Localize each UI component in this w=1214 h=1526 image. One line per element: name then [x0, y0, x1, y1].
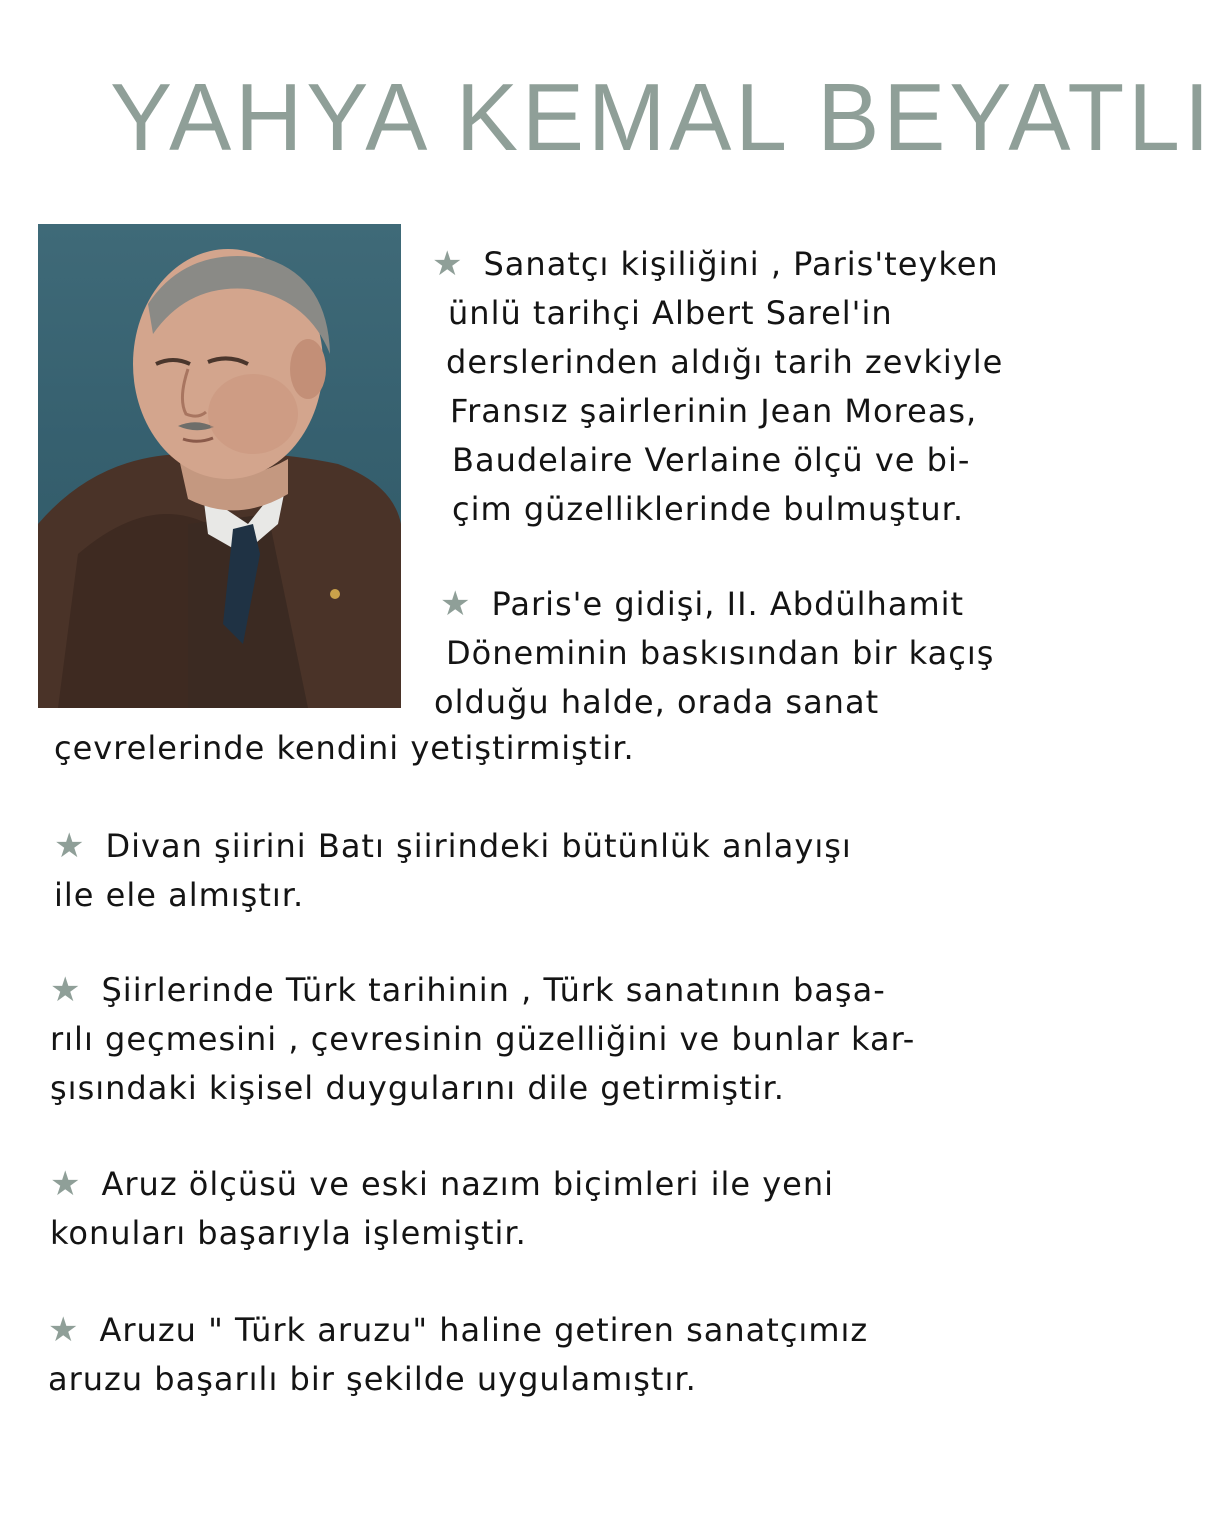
bullet-line: ★ Divan şiirini Batı şiirindeki bütünlük anlayışı	[54, 826, 852, 866]
portrait-photo	[38, 224, 401, 708]
bullet-line: ★ Şiirlerinde Türk tarihinin , Türk sanatının başa-	[50, 970, 886, 1010]
bullet-line: ★ Aruzu " Türk aruzu" haline getiren sanatçımız	[48, 1310, 869, 1350]
bullet-line: olduğu halde, orada sanat	[434, 683, 880, 721]
bullet-line: ★ Sanatçı kişiliğini , Paris'teyken	[432, 244, 999, 284]
bullet-line: derslerinden aldığı tarih zevkiyle	[446, 343, 1004, 381]
bullet-line: Fransız şairlerinin Jean Moreas,	[450, 392, 978, 430]
bullet-line: çim güzelliklerinde bulmuştur.	[452, 490, 965, 528]
bullet-line: şısındaki kişisel duygularını dile getirmiştir.	[50, 1069, 785, 1107]
bullet-item	[54, 822, 852, 920]
portrait-illustration	[38, 224, 401, 708]
bullet-line: ünlü tarihçi Albert Sarel'in	[448, 294, 893, 332]
page-title: YAHYA KEMAL BEYATLI	[110, 64, 1214, 171]
bullet-line: rılı geçmesini , çevresinin güzelliğini ve bunlar kar-	[50, 1020, 916, 1058]
star-icon: ★	[440, 584, 472, 624]
bullet-item	[50, 966, 915, 1113]
bullet-line: konuları başarıyla işlemiştir.	[50, 1214, 527, 1252]
bullet-item	[432, 240, 1003, 534]
bullet-item	[50, 1160, 834, 1258]
star-icon: ★	[50, 1164, 82, 1204]
star-icon: ★	[432, 244, 464, 284]
bullet-line: ★ Paris'e gidişi, II. Abdülhamit	[440, 584, 965, 624]
bullet-item	[434, 580, 995, 727]
star-icon: ★	[48, 1310, 80, 1350]
bullet-line: ★ Aruz ölçüsü ve eski nazım biçimleri ile yeni	[50, 1164, 835, 1204]
bullet-line: Döneminin baskısından bir kaçış	[446, 634, 995, 672]
star-icon: ★	[50, 970, 82, 1010]
bullet-line: aruzu başarılı bir şekilde uygulamıştır.	[48, 1360, 697, 1398]
bullet-line: Baudelaire Verlaine ölçü ve bi-	[452, 441, 971, 479]
star-icon: ★	[54, 826, 86, 866]
bullet-item	[48, 1306, 868, 1404]
bullet-line: ile ele almıştır.	[54, 876, 305, 914]
bullet-line: çevrelerinde kendini yetiştirmiştir.	[54, 729, 635, 767]
